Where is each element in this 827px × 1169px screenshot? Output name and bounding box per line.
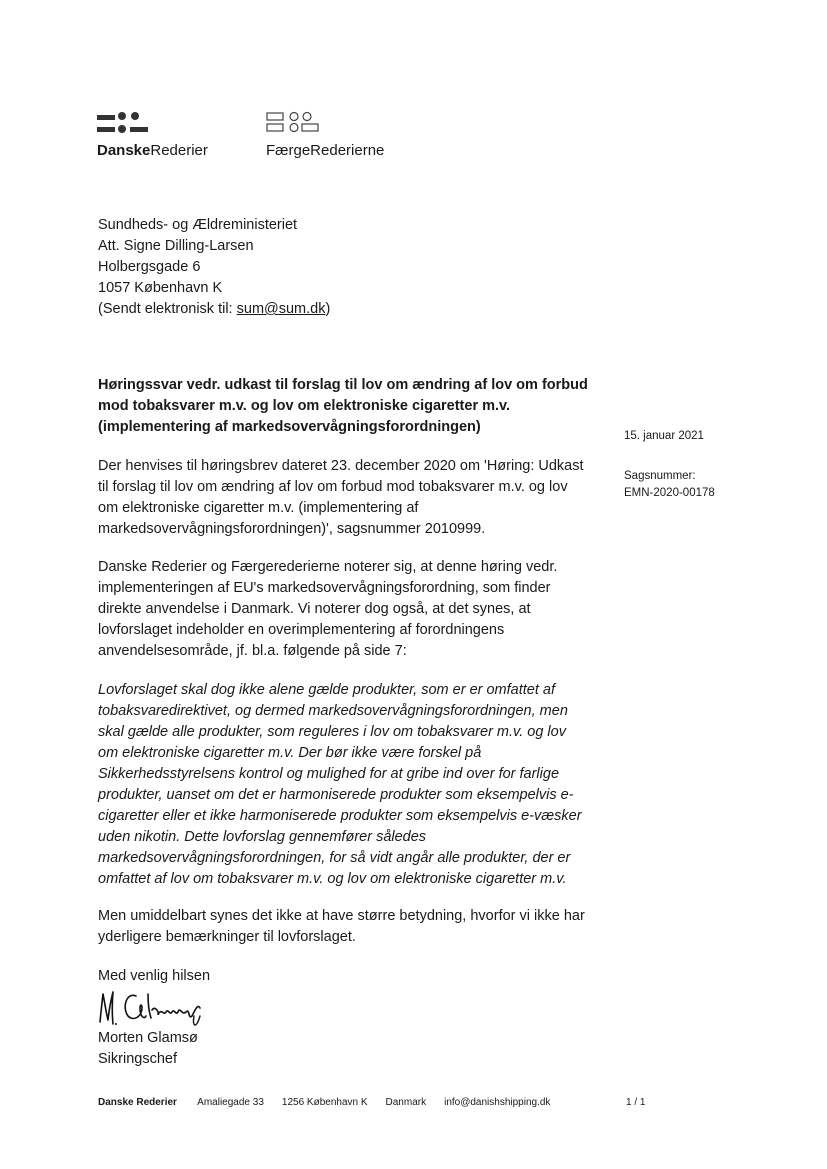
danske-rederier-logo-mark [97,112,149,134]
case-number: EMN-2020-00178 [624,487,715,499]
closing-greeting: Med venlig hilsen [98,968,211,984]
letter-subject: Høringssvar vedr. udkast til forslag til lov om ændring af lov om forbud mod tobaksvarer m.v. og lov om elektroniske cigaretter m.v. (implementering af markedsovervågningsforordningen) [98,377,588,435]
handwritten-signature [96,986,216,1034]
footer-street: Amaliegade 33 [197,1097,264,1108]
faergerederierne-logo-mark [266,111,322,133]
danske-rederier-logo-text: DanskeRederier [97,142,208,159]
recipient-address [98,215,330,320]
footer-country: Danmark [385,1097,427,1108]
letter-footer [98,1097,568,1108]
letter-date: 15. januar 2021 [624,430,704,442]
sent-electronically-line: (Sendt elektronisk til: sum@sum.dk) [98,301,331,317]
page-number: 1 / 1 [626,1097,646,1108]
signatory-name: Morten Glamsø [98,1030,198,1046]
case-number-label: Sagsnummer: [624,470,696,482]
signatory-title: Sikringschef [98,1051,177,1067]
faergerederierne-logo-text: FærgeRederierne [266,142,385,159]
body-paragraph-3: Men umiddelbart synes det ikke at have større betydning, hvorfor vi ikke har yderligere bemærkninger til lovforslaget. [98,908,585,945]
recipient-line: Holbergsgade 6 [98,259,201,275]
recipient-line: Sundheds- og Ældreministeriet [98,217,298,233]
footer-org: Danske Rederier [98,1097,177,1108]
body-paragraph-1: Der henvises til høringsbrev dateret 23. december 2020 om 'Høring: Udkast til forslag til lov om ændring af lov om forbud mod tobaksvarer m.v. og lov om elektroniske cigaretter m.v. (implementering af markedsovervågningsforordningen)', sagsnummer 2010999. [98,458,584,537]
footer-email[interactable]: info@danishshipping.dk [444,1097,551,1108]
recipient-line: Att. Signe Dilling-Larsen [98,238,254,254]
recipient-line: 1057 København K [98,280,223,296]
footer-city: 1256 København K [281,1097,368,1108]
recipient-email-link[interactable]: sum@sum.dk [236,301,326,317]
body-paragraph-2: Danske Rederier og Færgerederierne noterer sig, at denne høring vedr. implementeringen af EU's markedsovervågningsforordning, som finder direkte anvendelse i Danmark. Vi noterer dog også, at det synes, at lovforslaget indeholder en overimplementering af forordningens anvendelsesområde, jf. bl.a. følgende på side 7: [98,559,558,659]
quoted-passage: Lovforslaget skal dog ikke alene gælde produkter, som er er omfattet af tobaksvaredirektivet, og dermed markedsovervågningsforordningen, men skal gælde alle produkter, som reguleres i lov om tobaksvarer m.v. og lov om elektroniske cigaretter m.v. Der bør ikke være forskel på Sikkerhedsstyrelsens kontrol og mulighed for at gribe ind over for farlige produkter, uanset om det er harmoniserede produkter som eksempelvis e-cigaretter eller et ikke harmoniserede produkter som eksempelvis e-væsker uden nikotin. Dette lovforslag gennemfører således markedsovervågningsforordningen, for så vidt angår alle produkter, der er omfattet af lov om tobaksvarer m.v. og lov om elektroniske cigaretter m.v. [98,682,582,887]
